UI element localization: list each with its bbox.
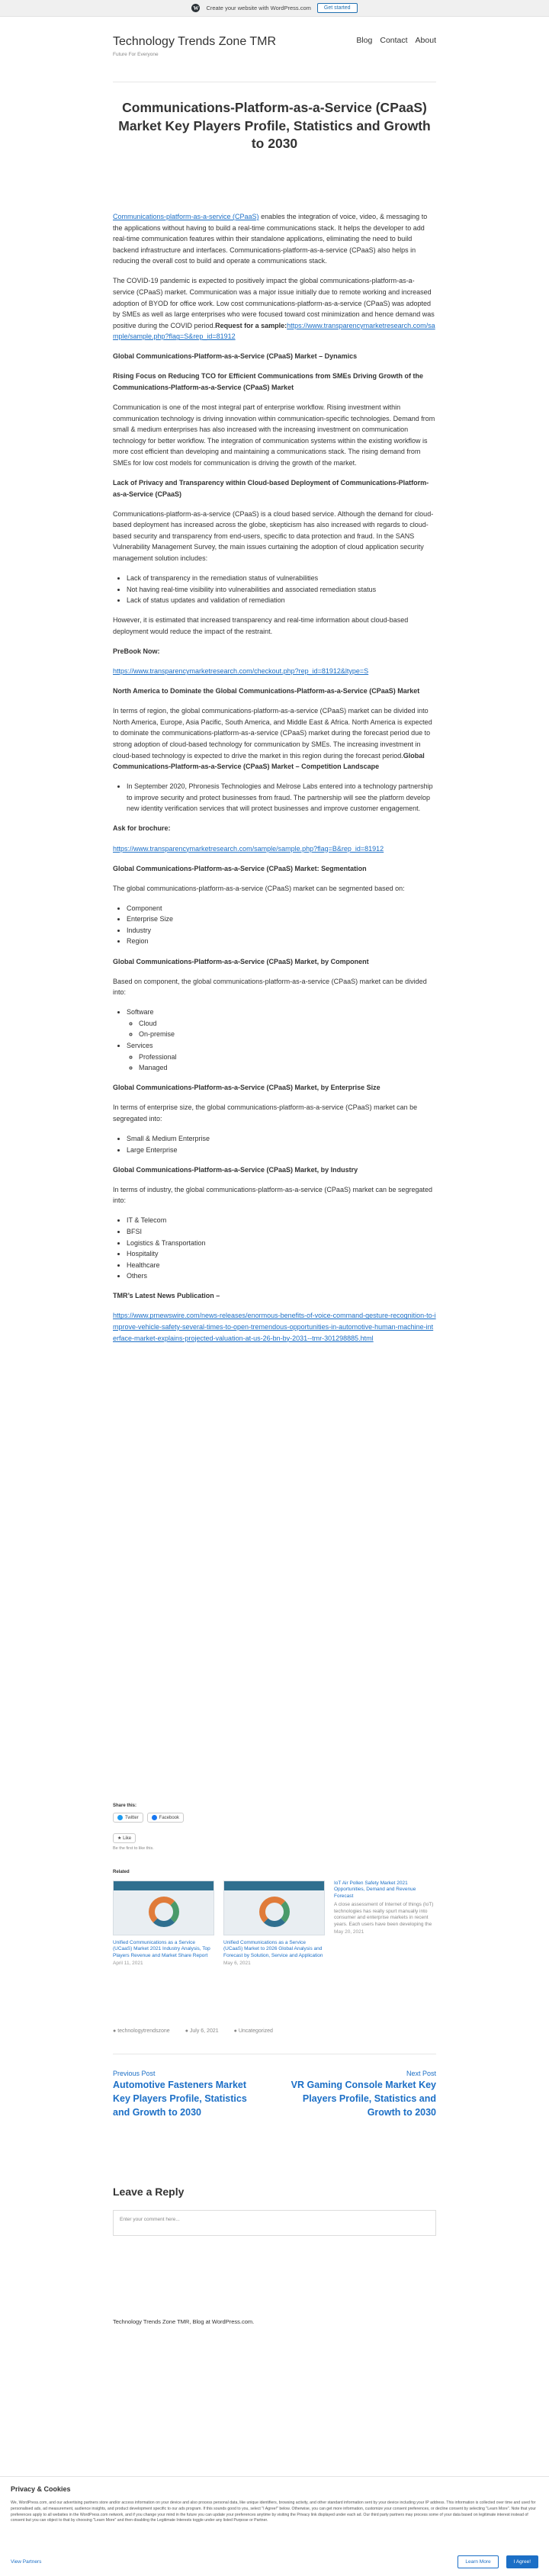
like-note: Be the first to like this. <box>113 1846 154 1851</box>
lack-privacy-heading: Lack of Privacy and Transparency within Cloud-based Deployment of Communications-Platform-as-a-Service (CPaaS) <box>113 479 429 498</box>
list-item: ◦ Managed <box>139 1062 436 1074</box>
industry-paragraph: In terms of industry, the global communications-platform-as-a-service (CPaaS) market can be segregated into: <box>113 1185 433 1205</box>
main-nav <box>356 36 436 45</box>
wordpress-logo-icon: W <box>193 5 199 11</box>
cpaas-link[interactable]: Communications-platform-as-a-service (CPaaS) <box>113 213 259 220</box>
rising-focus-heading: Rising Focus on Reducing TCO for Efficient Communications from SMEs Driving Growth of the Communications-Platform-as-a-Service (CPaaS) Market <box>113 372 424 392</box>
post-title: Communications-Platform-as-a-Service (CPaaS) Market Key Players Profile, Statistics and Growth to 2030 <box>118 100 431 152</box>
component-paragraph: Based on component, the global communications-platform-as-a-service (CPaaS) market can be divided into: <box>113 977 427 997</box>
list-item: • Component <box>127 903 436 914</box>
cookie-buttons <box>458 2555 538 2568</box>
agree-button[interactable]: I Agree! <box>506 2555 538 2568</box>
software-label: Software <box>127 1008 154 1017</box>
twitter-icon <box>117 1815 123 1820</box>
enterprise-size-heading: Global Communications-Platform-as-a-Service (CPaaS) Market, by Enterprise Size <box>113 1084 380 1092</box>
list-item: • BFSI <box>127 1226 436 1238</box>
intro-text: enables the integration of voice, video, & messaging to the applications without having to build a real-time communications stack. It helps the developer to add real-time communication features within their standalone applications, eliminating the need to build backend infrastructure and interfaces. Communications-platform-as-a-service (CPaaS) also helps in reducing the overall cost to build and operate a communications stack. <box>113 213 428 265</box>
industry-heading: Global Communications-Platform-as-a-Service (CPaaS) Market, by Industry <box>113 1165 358 1174</box>
calendar-icon: ● <box>185 2028 188 2034</box>
competition-heading: Global Communications-Platform-as-a-Service (CPaaS) Market – Competition Landscape <box>113 751 425 771</box>
related-title[interactable]: IoT Air Pollen Safety Market 2021 Opportunities, Demand and Revenue Forecast <box>334 1881 416 1899</box>
list-item: ◦ Professional <box>139 1052 436 1063</box>
segmentation-heading: Global Communications-Platform-as-a-Service (CPaaS) Market: Segmentation <box>113 864 367 872</box>
next-post-label: Next Post <box>406 2070 436 2077</box>
brochure-link[interactable]: https://www.transparencymarketresearch.com/sample/sample.php?flag=B&rep_id=81912 <box>113 844 384 853</box>
previous-post-title[interactable]: Automotive Fasteners Market Key Players Profile, Statistics and Growth to 2030 <box>113 2080 247 2118</box>
list-item: • Not having real-time visibility into vulnerabilities and associated remediation status <box>127 584 436 596</box>
get-started-button[interactable]: Get started <box>317 3 358 13</box>
footer-site-link[interactable]: Technology Trends Zone TMR <box>113 2318 190 2325</box>
lack-list <box>127 573 436 606</box>
post-date-text: July 6, 2021 <box>189 2028 219 2034</box>
next-post-title[interactable]: VR Gaming Console Market Key Players Profile, Statistics and Growth to 2030 <box>291 2080 436 2118</box>
enterprise-size-list <box>127 1133 436 1155</box>
prebook-link[interactable]: https://www.transparencymarketresearch.com/checkout.php?rep_id=81912&ltype=S <box>113 667 369 676</box>
list-item: • Hospitality <box>127 1248 436 1260</box>
cookie-actions <box>11 2555 538 2568</box>
related-title[interactable]: Unified Communications as a Service (UCaaS) Market 2021 Industry Analysis, Top Players Revenue and Market Share Report <box>113 1940 210 1958</box>
related-card[interactable] <box>223 1881 325 1967</box>
share-facebook-button[interactable] <box>147 1813 184 1823</box>
like-label: Like <box>123 1836 132 1841</box>
related-title[interactable]: Unified Communications as a Service (UCaaS) Market to 2026 Global Analysis and Forecast by Solution, Service and Application <box>223 1940 323 1958</box>
related-date: April 11, 2021 <box>113 1961 143 1967</box>
banner-message[interactable]: Create your website with WordPress.com <box>206 5 311 11</box>
user-icon: ● <box>113 2028 117 2034</box>
list-item: • Lack of transparency in the remediation status of vulnerabilities <box>127 573 436 584</box>
list-item: • Logistics & Transportation <box>127 1238 436 1249</box>
nav-item-contact[interactable]: Contact <box>380 36 408 45</box>
facebook-icon <box>152 1815 157 1820</box>
related-posts <box>113 1870 436 1967</box>
wordpress-banner <box>0 0 549 17</box>
share-twitter-label: Twitter <box>125 1815 139 1820</box>
component-heading: Global Communications-Platform-as-a-Service (CPaaS) Market, by Component <box>113 957 369 965</box>
share-heading: Share this: <box>113 1804 137 1808</box>
brochure-heading: Ask for brochure: <box>113 824 171 833</box>
site-footer: Technology Trends Zone TMR, Blog at WordPress.com. <box>113 2318 255 2325</box>
rising-focus-paragraph: Communication is one of the most integral part of enterprise workflow. Rising investment within communication technology is driving innovation within communication-specific technologies. Demand from small & medium enterprises has also increased with the increasing investment on communication technology for better workflow. The integration of communication systems within the existing workflow is more cost efficient than developing and maintaining a communications stack. The rising demand from SMEs for low cost models for communication is driving the growth of the market. <box>113 403 435 467</box>
share-buttons <box>113 1813 436 1823</box>
list-item: ◦ Cloud <box>139 1018 436 1029</box>
post-author[interactable] <box>113 2028 170 2034</box>
list-item: • In September 2020, Phronesis Technologies and Melrose Labs entered into a technology partnership to improve security and protect businesses from fraud. The partnership will see the platform develop new identity verification services that will protect businesses and improve customer engagement. <box>127 781 436 814</box>
reply-section <box>113 2186 436 2236</box>
share-facebook-label: Facebook <box>159 1815 180 1820</box>
cookie-heading: Privacy & Cookies <box>11 2485 71 2493</box>
intro-paragraph <box>113 211 436 267</box>
north-america-text: In terms of region, the global communications-platform-as-a-service (CPaaS) market can be divided into North America, Europe, Asia Pacific, South America, and Middle East & Africa. North America is expected to dominate the communications-platform-as-a-service (CPaaS) market during the forecast period due to strong adoption of cloud-based technology for communication by SMEs. The increasing investment in cloud-based technology is expected to drive the market in this region during the forecast period. <box>113 707 432 760</box>
post-meta <box>113 2028 436 2034</box>
like-button[interactable] <box>113 1833 136 1843</box>
post-author-name: technologytrendszone <box>117 2028 170 2034</box>
star-icon: ★ <box>117 1836 122 1841</box>
list-item: • IT & Telecom <box>127 1215 436 1226</box>
segmentation-paragraph: The global communications-platform-as-a-service (CPaaS) market can be segmented based on: <box>113 884 405 892</box>
previous-post-label: Previous Post <box>113 2070 156 2077</box>
list-item <box>127 1040 436 1074</box>
cookie-text: We, WordPress.com, and our advertising partners store and/or access information on your device and also process personal data, like unique identifiers, browsing activity, and other standard information sent by your device including your IP address. This information is collected over time and used for personalised ads, ad measurement, audience insights, and product development specific to our ads program. If this sounds good to you, select "I Agree!" below. Otherwise, you can get more information, customize your consent preferences, or decline consent by selecting "Learn More". Note that your preferences apply to all websites in the WordPress.com network, and if you change your mind in the future you can update your preferences anytime by visiting the Privacy link displayed under each ad. Our third party partners may process some of your data based on legitimate interest instead of consent but you can object to that by choosing "Learn More" and then disabling the Legitimate Interests toggle under any listed Purpose or Partner. <box>11 2501 537 2523</box>
industry-list <box>127 1215 436 1281</box>
competition-list <box>127 781 436 814</box>
share-twitter-button[interactable] <box>113 1813 143 1823</box>
segmentation-list <box>127 903 436 947</box>
related-excerpt: A close assessment of Internet of things (IoT) technologies has really spurt manually into consumer and enterprise markets in recent years. Each users have been developing the <box>334 1902 434 1927</box>
previous-post-link[interactable] <box>113 2070 265 2119</box>
post-category-text: Uncategorized <box>238 2028 273 2034</box>
reply-heading: Leave a Reply <box>113 2186 185 2198</box>
related-date: May 20, 2021 <box>334 1929 364 1935</box>
north-america-paragraph <box>113 705 436 772</box>
learn-more-button[interactable]: Learn More <box>458 2555 498 2568</box>
list-item: • Industry <box>127 925 436 936</box>
list-item: • Enterprise Size <box>127 914 436 925</box>
share-section <box>113 1804 436 1851</box>
covid-text: The COVID-19 pandemic is expected to positively impact the global communications-platform-as-a-service (CPaaS) market. Communication was a major issue initially due to remote working and increased adoption of BYOD for office work. Low cost communications-platform-as-a-service (CPaaS) was adopted by SMEs as well as large enterprises who were focused toward cost minimization and hence demand was positive during the COVID period. <box>113 277 435 329</box>
nav-item-about[interactable]: About <box>415 36 436 45</box>
folder-icon: ● <box>233 2028 237 2034</box>
list-item: • Region <box>127 936 436 947</box>
latest-news-link[interactable]: https://www.prnewswire.com/news-releases/enormous-benefits-of-voice-command-gesture-recognition-to-improve-vehicle-safety-several-times-to-open-tremendous-opportunities-in-automotive-human-machine-interface-market-explains-projected-valuation-at-us-26-bn-by-2031--tmr-301298885.html <box>113 1312 436 1342</box>
list-item: • Healthcare <box>127 1260 436 1271</box>
request-sample-label: Request for a sample: <box>215 321 287 329</box>
north-america-heading: North America to Dominate the Global Communications-Platform-as-a-Service (CPaaS) Market <box>113 687 420 695</box>
related-date: May 6, 2021 <box>223 1961 251 1967</box>
enterprise-size-paragraph: In terms of enterprise size, the global communications-platform-as-a-service (CPaaS) market can be segregated into: <box>113 1103 418 1123</box>
related-heading: Related <box>113 1870 130 1874</box>
comment-input[interactable]: Enter your comment here... <box>113 2210 436 2236</box>
related-thumbnail[interactable] <box>223 1881 325 1935</box>
services-label: Services <box>127 1042 153 1050</box>
post-navigation <box>113 2054 436 2119</box>
list-item: • Small & Medium Enterprise <box>127 1133 436 1145</box>
footer-credit[interactable]: Blog at WordPress.com. <box>192 2318 255 2325</box>
next-post-link[interactable] <box>284 2070 436 2119</box>
prebook-heading: PreBook Now: <box>113 647 160 655</box>
component-list <box>127 1007 436 1073</box>
list-item: • Large Enterprise <box>127 1145 436 1156</box>
request-sample-link[interactable]: https://www.transparencymarketresearch.com/sample/sample.php?flag=S&rep_id=81912 <box>113 321 435 341</box>
view-partners-link[interactable]: View Partners <box>11 2559 42 2565</box>
covid-paragraph <box>113 275 436 342</box>
nav-item-blog[interactable]: Blog <box>356 36 373 45</box>
lack-privacy-paragraph: Communications-platform-as-a-service (CPaaS) is a cloud based service. Although the demand for cloud-based deployment has increased across the globe, skepticism has also increased with regards to cloud-based security and transparency from end-users, specific to data protection and fraud. In the SANS Vulnerability Management Survey, the main issues curtaining the adoption of cloud application security management solution includes: <box>113 509 434 563</box>
post-date[interactable] <box>185 2028 219 2034</box>
related-cards <box>113 1881 436 1967</box>
list-item: • Others <box>127 1270 436 1282</box>
dynamics-heading: Global Communications-Platform-as-a-Service (CPaaS) Market – Dynamics <box>113 352 358 361</box>
however-paragraph: However, it is estimated that increased transparency and real-time information about cloud-based deployment would reduce the impact of the restraint. <box>113 616 409 635</box>
site-title[interactable]: Technology Trends Zone TMR <box>113 35 277 48</box>
post-content <box>113 211 436 1353</box>
list-item: • Lack of status updates and validation of remediation <box>127 595 436 606</box>
list-item <box>127 1007 436 1040</box>
list-item: ◦ On-premise <box>139 1029 436 1040</box>
site-header <box>113 23 436 82</box>
latest-news-heading: TMR’s Latest News Publication – <box>113 1292 220 1300</box>
related-card[interactable] <box>113 1881 214 1967</box>
related-card[interactable] <box>334 1881 435 1967</box>
cookie-banner <box>0 2476 549 2576</box>
related-thumbnail[interactable] <box>113 1881 214 1935</box>
site-tagline: Future For Everyone <box>113 52 159 57</box>
post-category[interactable] <box>234 2028 273 2034</box>
